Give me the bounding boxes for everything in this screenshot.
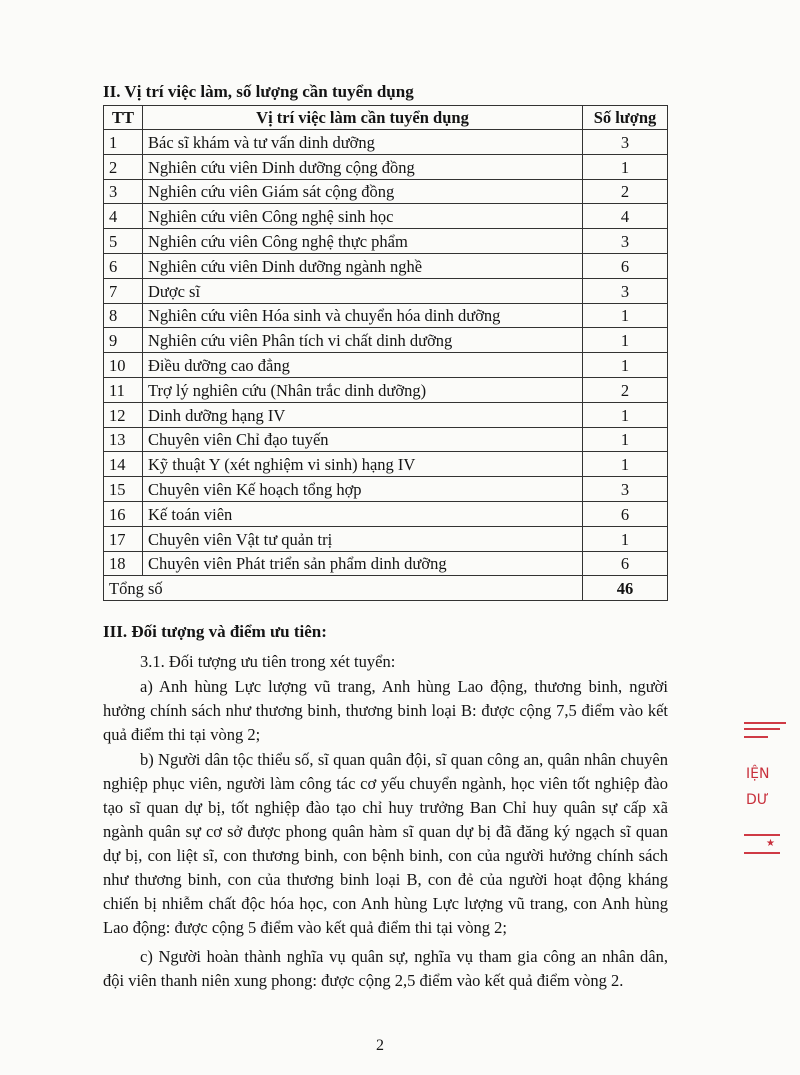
table-row bbox=[104, 427, 668, 452]
row-quantity: 6 bbox=[583, 501, 668, 526]
row-quantity: 4 bbox=[583, 204, 668, 229]
row-position: Nghiên cứu viên Công nghệ sinh học bbox=[143, 204, 583, 229]
row-quantity: 2 bbox=[583, 377, 668, 402]
row-tt: 4 bbox=[104, 204, 143, 229]
row-quantity: 2 bbox=[583, 179, 668, 204]
row-quantity: 3 bbox=[583, 130, 668, 155]
header-position: Vị trí việc làm cần tuyển dụng bbox=[143, 106, 583, 130]
total-row bbox=[104, 576, 668, 601]
row-quantity: 6 bbox=[583, 253, 668, 278]
row-quantity: 1 bbox=[583, 353, 668, 378]
table-row bbox=[104, 353, 668, 378]
row-tt: 6 bbox=[104, 253, 143, 278]
row-position: Kỹ thuật Y (xét nghiệm vi sinh) hạng IV bbox=[143, 452, 583, 477]
table-row bbox=[104, 179, 668, 204]
row-position: Kế toán viên bbox=[143, 501, 583, 526]
table-row bbox=[104, 278, 668, 303]
table-row bbox=[104, 551, 668, 576]
table-header-row bbox=[104, 106, 668, 130]
row-tt: 10 bbox=[104, 353, 143, 378]
recruitment-table bbox=[103, 105, 668, 601]
row-quantity: 1 bbox=[583, 328, 668, 353]
priority-item-c bbox=[103, 945, 668, 993]
red-stamp-fragment bbox=[738, 712, 798, 872]
priority-item-c-text: c) Người hoàn thành nghĩa vụ quân sự, nghĩa vụ tham gia công an nhân dân, đội viên thanh niên xung phong: được cộng 2,5 điểm vào kết quả điểm vòng 2. bbox=[103, 947, 668, 990]
section-2-heading: II. Vị trí việc làm, số lượng cần tuyển dụng bbox=[103, 82, 414, 101]
row-tt: 17 bbox=[104, 526, 143, 551]
row-position: Chuyên viên Phát triển sản phẩm dinh dưỡng bbox=[143, 551, 583, 576]
stamp-text-1: IỆN bbox=[746, 766, 770, 782]
row-position: Nghiên cứu viên Công nghệ thực phẩm bbox=[143, 229, 583, 254]
table-row bbox=[104, 204, 668, 229]
row-position: Nghiên cứu viên Phân tích vi chất dinh dưỡng bbox=[143, 328, 583, 353]
row-quantity: 1 bbox=[583, 526, 668, 551]
row-quantity: 1 bbox=[583, 303, 668, 328]
row-tt: 14 bbox=[104, 452, 143, 477]
row-position: Trợ lý nghiên cứu (Nhân trắc dinh dưỡng) bbox=[143, 377, 583, 402]
row-position: Dinh dưỡng hạng IV bbox=[143, 402, 583, 427]
row-tt: 11 bbox=[104, 377, 143, 402]
table-row bbox=[104, 452, 668, 477]
row-quantity: 1 bbox=[583, 154, 668, 179]
row-quantity: 3 bbox=[583, 278, 668, 303]
row-quantity: 1 bbox=[583, 427, 668, 452]
priority-item-a-text: a) Anh hùng Lực lượng vũ trang, Anh hùng Lao động, thương binh, người hưởng chính sách như thương binh, thương binh loại B: được cộng 7,5 điểm vào kết quả điểm thi tại vòng 2; bbox=[103, 677, 668, 744]
table-row bbox=[104, 477, 668, 502]
section-3-heading: III. Đối tượng và điểm ưu tiên: bbox=[103, 622, 327, 641]
row-position: Dược sĩ bbox=[143, 278, 583, 303]
row-position: Chuyên viên Vật tư quản trị bbox=[143, 526, 583, 551]
row-quantity: 3 bbox=[583, 229, 668, 254]
table-row bbox=[104, 303, 668, 328]
priority-item-a bbox=[103, 675, 668, 747]
header-quantity: Số lượng bbox=[583, 106, 668, 130]
row-quantity: 1 bbox=[583, 452, 668, 477]
row-tt: 7 bbox=[104, 278, 143, 303]
row-position: Nghiên cứu viên Hóa sinh và chuyển hóa dinh dưỡng bbox=[143, 303, 583, 328]
table-row bbox=[104, 501, 668, 526]
row-position: Điều dưỡng cao đẳng bbox=[143, 353, 583, 378]
header-tt: TT bbox=[104, 106, 143, 130]
row-quantity: 1 bbox=[583, 402, 668, 427]
row-quantity: 3 bbox=[583, 477, 668, 502]
row-tt: 5 bbox=[104, 229, 143, 254]
row-position: Nghiên cứu viên Dinh dưỡng ngành nghề bbox=[143, 253, 583, 278]
row-position: Chuyên viên Kế hoạch tổng hợp bbox=[143, 477, 583, 502]
row-tt: 15 bbox=[104, 477, 143, 502]
table-row bbox=[104, 328, 668, 353]
table-row bbox=[104, 130, 668, 155]
row-tt: 8 bbox=[104, 303, 143, 328]
page-number: 2 bbox=[376, 1037, 384, 1054]
row-tt: 9 bbox=[104, 328, 143, 353]
priority-item-b-text: b) Người dân tộc thiểu số, sĩ quan quân đội, sĩ quan công an, quân nhân chuyên nghiệp phục viên, người làm công tác cơ yếu chuyển ngành, học viên tốt nghiệp đào tạo sĩ quan dự bị, tốt nghiệp đào tạo chỉ huy trưởng Ban Chỉ huy quân sự cấp xã ngành quân sự cơ sở được phong quân hàm sĩ quan dự bị đã đăng ký ngạch sĩ quan dự bị, con liệt sĩ, con thương binh, con bệnh binh, con của người hưởng chính sách như thương binh, con của thương binh loại B, con đẻ của người hoạt động kháng chiến bị nhiễm chất độc hóa học, con Anh hùng Lực lượng vũ trang, con Anh hùng Lao động: được cộng 5 điểm vào kết quả điểm thi tại vòng 2; bbox=[103, 750, 668, 937]
row-tt: 12 bbox=[104, 402, 143, 427]
total-quantity: 46 bbox=[583, 576, 668, 601]
table-row bbox=[104, 154, 668, 179]
row-position: Nghiên cứu viên Giám sát cộng đồng bbox=[143, 179, 583, 204]
row-quantity: 6 bbox=[583, 551, 668, 576]
row-tt: 3 bbox=[104, 179, 143, 204]
stamp-text-2: DƯ bbox=[746, 792, 769, 808]
row-position: Chuyên viên Chỉ đạo tuyến bbox=[143, 427, 583, 452]
row-position: Bác sĩ khám và tư vấn dinh dưỡng bbox=[143, 130, 583, 155]
table-row bbox=[104, 229, 668, 254]
table-row bbox=[104, 526, 668, 551]
row-tt: 13 bbox=[104, 427, 143, 452]
priority-item-b bbox=[103, 748, 668, 940]
stamp-star-icon: ★ bbox=[766, 838, 775, 849]
table-row bbox=[104, 377, 668, 402]
row-tt: 1 bbox=[104, 130, 143, 155]
row-position: Nghiên cứu viên Dinh dưỡng cộng đồng bbox=[143, 154, 583, 179]
table-row bbox=[104, 402, 668, 427]
row-tt: 16 bbox=[104, 501, 143, 526]
priority-subheading-text: 3.1. Đối tượng ưu tiên trong xét tuyển: bbox=[140, 652, 396, 671]
row-tt: 2 bbox=[104, 154, 143, 179]
priority-subheading bbox=[103, 650, 668, 674]
row-tt: 18 bbox=[104, 551, 143, 576]
total-label: Tổng số bbox=[104, 576, 583, 601]
table-row bbox=[104, 253, 668, 278]
